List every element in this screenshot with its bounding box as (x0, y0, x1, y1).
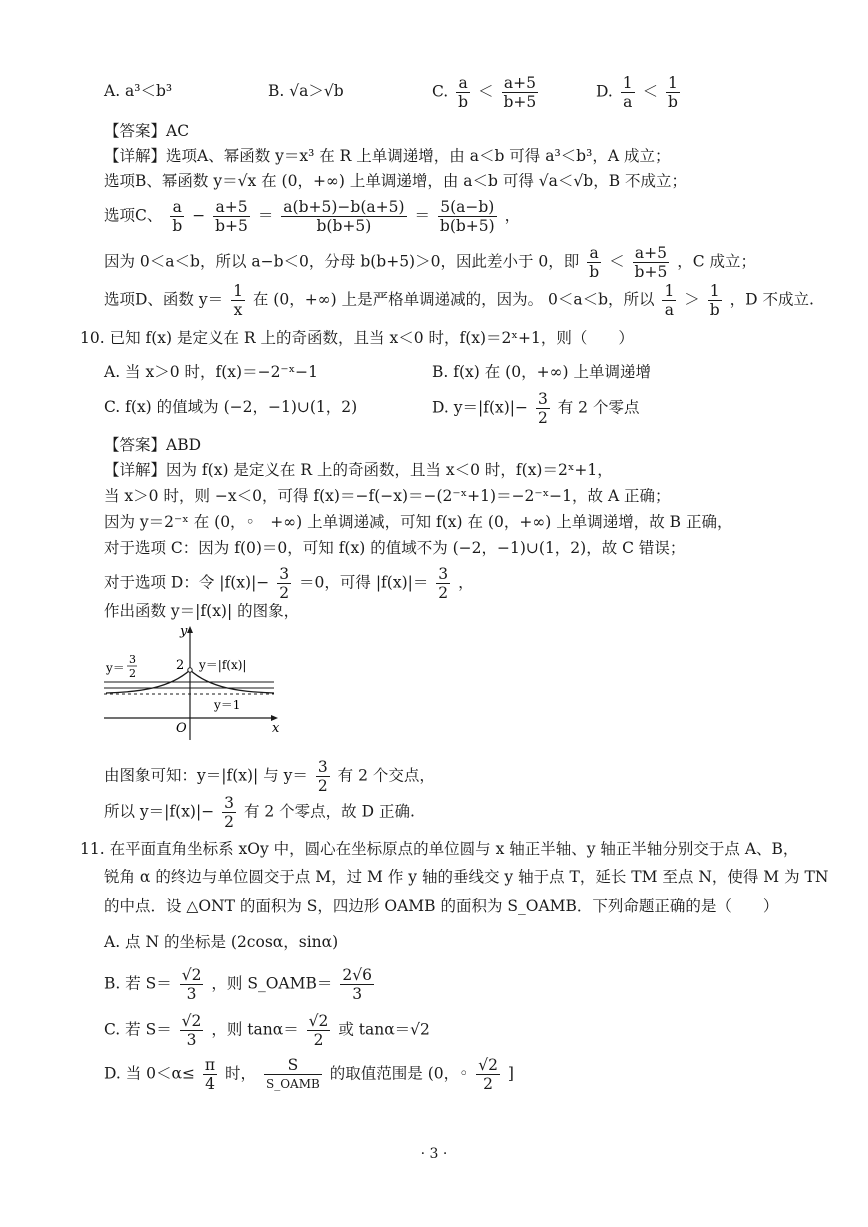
q11-option-a: A. 点 N 的坐标是 (2cosα，sinα) (104, 933, 339, 951)
q9-detail-line: 选项C、 $\frac{a}{b}$ − $\frac{a+5}{b+5}$ ＝ $\frac{a(b+5)-b(a+5)}{b(b+5)}$ ＝ $\frac{5(a-b)}{b(b+5)}$ ， (104, 198, 521, 235)
fraction: $\frac{1}{b}$ (709, 282, 720, 319)
q10-detail-line: 【详解】因为 f(x) 是定义在 R 上的奇函数，且当 x＜0 时，f(x)＝2ˣ+1， (104, 461, 613, 479)
q10-stem: 10. 已知 f(x) 是定义在 R 上的奇函数，且当 x＜0 时，f(x)＝2ˣ+1，则（ ） (80, 329, 634, 347)
fraction: $\frac{5(a-b)}{b(b+5)}$ (439, 198, 495, 235)
q9-option-c: C. $\frac{a}{b}$ ＜ $\frac{a+5}{b+5}$ (432, 74, 537, 111)
q9-option-b: B. √a＞√b (268, 82, 344, 100)
q10-detail-line: 由图象可知：y＝|f(x)| 与 y＝ $\frac{3}{2}$ 有 2 个交点， (104, 758, 435, 795)
function-graph (100, 622, 290, 742)
fraction: $\frac{1}{b}$ (668, 74, 678, 111)
fraction: $\frac{a+5}{b+5}$ (503, 74, 537, 111)
q10-detail-line: 所以 y＝|f(x)|− $\frac{3}{2}$ 有 2 个零点，故 D 正确. (104, 794, 415, 831)
q10-option-d: D. y＝|f(x)|− $\frac{3}{2}$ 有 2 个零点 (432, 390, 640, 427)
fraction: $\frac{a+5}{b+5}$ (215, 198, 248, 235)
q11-option-d: D. 当 0＜α≤ $\frac{\pi}{4}$ 时， $\frac{S}{\text{S\_OAMB}}$ 的取值范围是 (0，◦ $\frac{√2}{2}$ ] (104, 1056, 514, 1093)
fraction: $\frac{√2}{3}$ (181, 966, 202, 1003)
q10-option-b: B. f(x) 在 (0，+∞) 上单调递增 (432, 363, 651, 381)
q10-answer: 【答案】ABD (104, 436, 202, 454)
q10-option-c: C. f(x) 的值域为 (−2，−1)∪(1，2) (104, 398, 358, 416)
label-y-1: y＝1 (214, 698, 241, 712)
fraction: $\frac{√2}{3}$ (181, 1012, 202, 1049)
q9-detail-line: 选项B、幂函数 y＝√x 在 (0，+∞) 上单调递增，由 a＜b 可得 √a＜√b，B 不成立； (104, 172, 688, 190)
q9-detail-line: 选项D、函数 y＝ $\frac{1}{x}$ 在 (0，+∞) 上是严格单调递减的，因为。 0＜a＜b，所以 $\frac{1}{a}$ ＞ $\frac{1}{b}$ ，D 不成立. (104, 282, 814, 319)
q10-detail-line: 作出函数 y＝|f(x)| 的图象， (104, 602, 300, 620)
y-axis-arrow (187, 626, 193, 633)
q9-option-c-prefix: C. (432, 82, 449, 101)
fraction: $\frac{√2}{2}$ (308, 1012, 329, 1049)
q11-stem-line: 11. 在平面直角坐标系 xOy 中，圆心在坐标原点的单位圆与 x 轴正半轴、y 轴正半轴分别交于点 A、B， (80, 840, 799, 858)
fraction: $\frac{3}{2}$ (317, 758, 328, 795)
label-2: 2 (176, 658, 185, 673)
q9-option-a: A. a³＜b³ (104, 82, 173, 100)
fraction: $\frac{1}{a}$ (622, 74, 633, 111)
label-y-3-2-den: 2 (129, 667, 136, 680)
fraction: $\frac{√2}{2}$ (478, 1056, 498, 1093)
origin-label: O (176, 721, 187, 736)
page-number: · 3 · (420, 1146, 448, 1162)
fraction: $\frac{\pi}{4}$ (204, 1056, 216, 1093)
label-y-3-2-prefix: y＝ (106, 661, 125, 675)
fraction: $\frac{a+5}{b+5}$ (634, 244, 668, 281)
fraction: $\frac{a(b+5)-b(a+5)}{b(b+5)}$ (283, 198, 405, 235)
q10-detail-line: 当 x＞0 时，则 −x＜0，可得 f(x)＝−f(−x)＝−(2⁻ˣ+1)＝−2⁻ˣ−1，故 A 正确； (104, 487, 671, 505)
fraction: $\frac{a}{b}$ (172, 198, 183, 235)
q9-detail-line: 因为 0＜a＜b，所以 a−b＜0，分母 b(b+5)＞0，因此差小于 0，即 $\frac{a}{b}$ ＜ $\frac{a+5}{b+5}$ ，C 成立； (104, 244, 757, 281)
fraction: $\frac{1}{x}$ (233, 282, 243, 319)
label-y-3-2-num: 3 (129, 653, 136, 666)
fraction: $\frac{3}{2}$ (279, 565, 290, 602)
q9-answer: 【答案】AC (104, 122, 190, 140)
label-function: y＝|f(x)| (199, 658, 247, 672)
fraction: $\frac{S}{\text{S\_OAMB}}$ (266, 1056, 320, 1091)
q11-stem-line: 锐角 α 的终边与单位圆交于点 M，过 M 作 y 轴的垂线交 y 轴于点 T，延长 TM 至点 N，使得 M 为 TN (104, 868, 829, 886)
y-axis-label: y (180, 624, 188, 639)
fraction: $\frac{3}{2}$ (537, 390, 548, 427)
fraction: $\frac{1}{a}$ (664, 282, 675, 319)
x-axis-label: x (272, 721, 280, 736)
q10-option-a: A. 当 x＞0 时，f(x)＝−2⁻ˣ−1 (104, 363, 319, 381)
fraction: $\frac{a}{b}$ (589, 244, 600, 281)
q9-option-d: D. $\frac{1}{a}$ ＜ $\frac{1}{b}$ (596, 74, 678, 111)
open-point (188, 668, 192, 672)
fraction: $\frac{2√6}{3}$ (342, 966, 372, 1003)
fraction: $\frac{3}{2}$ (224, 794, 235, 831)
q11-option-c: C. 若 S＝ $\frac{√2}{3}$ ，则 tanα＝ $\frac{√2}{2}$ 或 tanα＝√2 (104, 1012, 430, 1049)
q9-detail-line: 【详解】选项A、幂函数 y＝x³ 在 R 上单调递增，由 a＜b 可得 a³＜b³，A 成立； (104, 147, 671, 165)
q10-detail-line: 因为 y＝2⁻ˣ 在 (0，◦ +∞) 上单调递减，可知 f(x) 在 (0，+∞) 上单调递增，故 B 正确， (104, 513, 733, 531)
q10-detail-line: 对于选项 D：令 |f(x)|− $\frac{3}{2}$ ＝0，可得 |f(x)|＝ $\frac{3}{2}$ ， (104, 565, 474, 602)
q10-detail-line: 对于选项 C：因为 f(0)＝0，可知 f(x) 的值域不为 (−2，−1)∪(1，2)，故 C 错误； (104, 539, 686, 557)
q11-option-b: B. 若 S＝ $\frac{√2}{3}$ ，则 S_OAMB＝ $\frac{2√6}{3}$ (104, 966, 372, 1003)
q11-stem-line: 的中点．设 △ONT 的面积为 S，四边形 OAMB 的面积为 S_OAMB．下列命题正确的是（ ） (104, 897, 779, 915)
fraction: $\frac{a}{b}$ (458, 74, 469, 111)
fraction: $\frac{3}{2}$ (438, 565, 449, 602)
